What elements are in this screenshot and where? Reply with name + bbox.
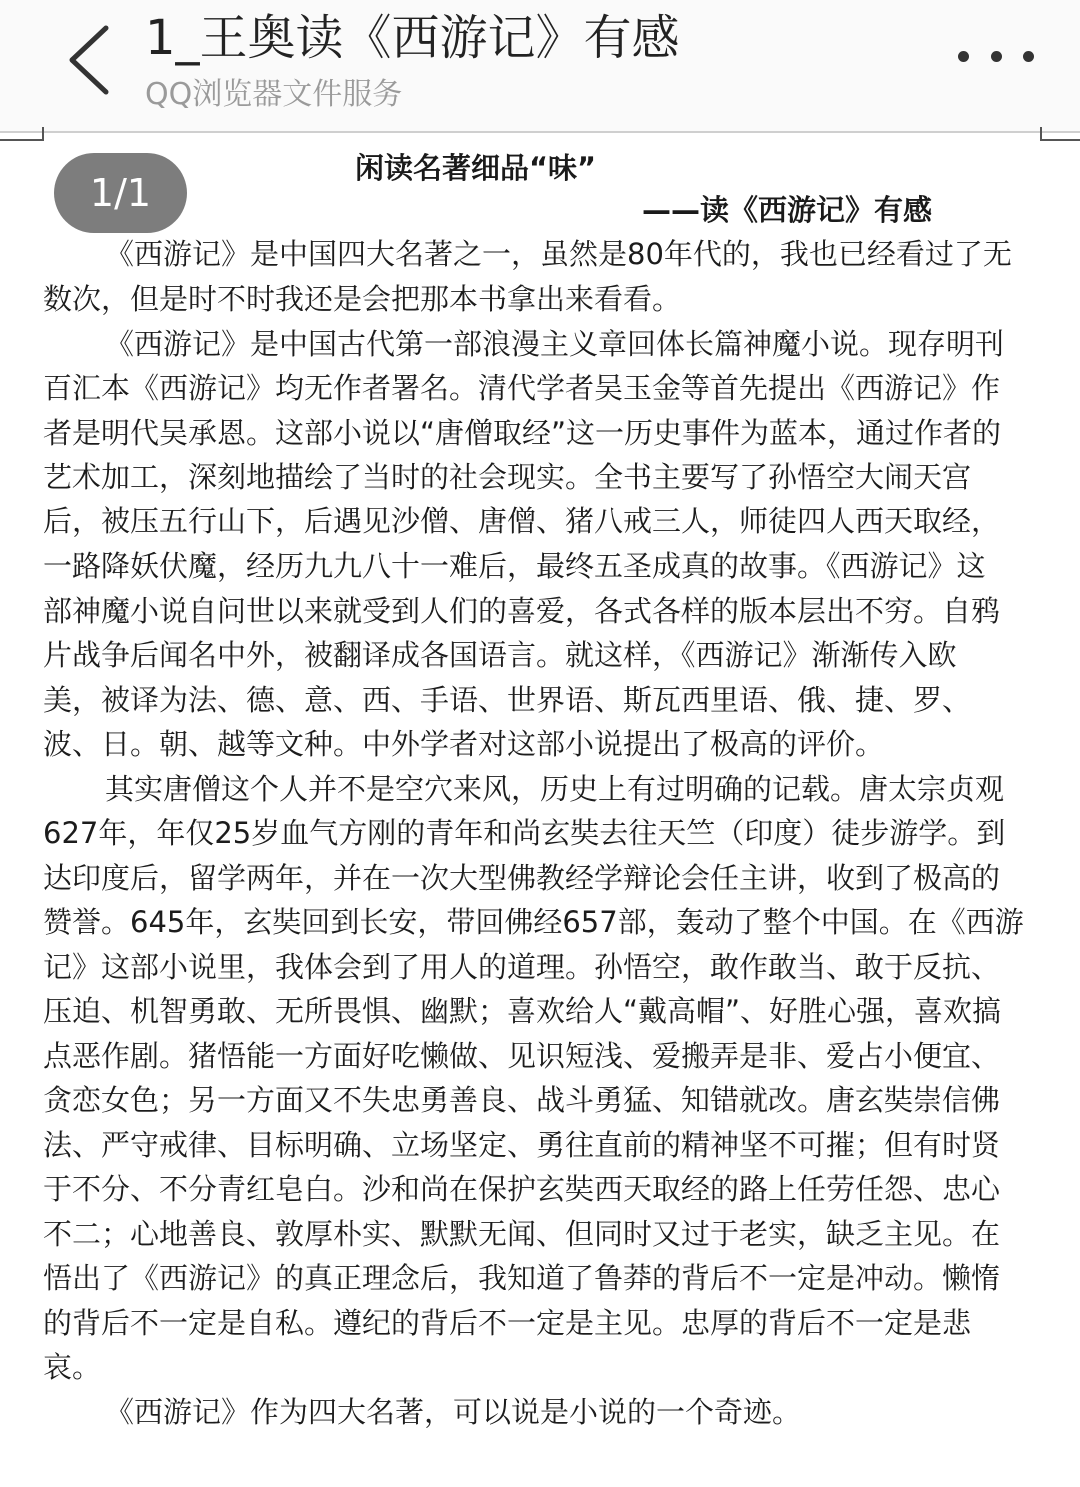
text-line: 于不分、不分青红皂白。沙和尚在保护玄奘西天取经的路上任劳任怨、忠心 [43, 1172, 1001, 1206]
text-line: 贪恋女色；另一方面又不失忠勇善良、战斗勇猛、知错就改。唐玄奘崇信佛 [43, 1083, 1001, 1117]
text-line: 部神魔小说自问世以来就受到人们的喜爱，各式各样的版本层出不穷。自鸦 [43, 594, 1001, 628]
chevron-left-icon [58, 20, 128, 100]
text-line: 一路降妖伏魔，经历九九八十一难后，最终五圣成真的故事。《西游记》这 [43, 549, 986, 583]
file-source-subtitle: QQ浏览器文件服务 [145, 77, 403, 112]
text-line: 悟出了《西游记》的真正理念后，我知道了鲁莽的背后不一定是冲动。懒惰 [43, 1261, 1001, 1295]
text-line: 者是明代吴承恩。这部小说以“唐僧取经”这一历史事件为蓝本，通过作者的 [43, 416, 1002, 450]
text-line: 波、日。朝、越等文种。中外学者对这部小说提出了极高的评价。 [43, 727, 885, 761]
text-line: 百汇本《西游记》均无作者署名。清代学者吴玉金等首先提出《西游记》作 [43, 371, 1001, 405]
text-line: 《西游记》作为四大名著，可以说是小说的一个奇迹。 [105, 1395, 802, 1429]
text-line: 其实唐僧这个人并不是空穴来风，历史上有过明确的记载。唐太宗贞观 [105, 772, 1005, 806]
page-corner-mark-left [0, 127, 44, 141]
more-dots-icon [1023, 51, 1034, 62]
back-button[interactable] [58, 20, 128, 100]
document-title: 闲读名著细品“味” [355, 151, 597, 185]
text-line: 片战争后闻名中外，被翻译成各国语言。就这样，《西游记》渐渐传入欧 [43, 638, 957, 672]
text-line: 美，被译为法、德、意、西、手语、世界语、斯瓦西里语、俄、捷、罗、 [43, 683, 972, 717]
document-subtitle: ——读《西游记》有感 [642, 193, 933, 227]
text-line: 记》这部小说里，我体会到了用人的道理。孙悟空，敢作敢当、敢于反抗、 [43, 950, 1001, 984]
file-title: 1_王奥读《西游记》有感 [145, 10, 680, 66]
text-line: 达印度后，留学两年，并在一次大型佛教经学辩论会任主讲，收到了极高的 [43, 861, 1001, 895]
text-line: 不二；心地善良、敦厚朴实、默默无闻、但同时又过于老实，缺乏主见。在 [43, 1217, 1001, 1251]
more-button[interactable] [958, 36, 1034, 76]
page-corner-mark-right [1040, 127, 1080, 141]
text-line: 的背后不一定是自私。遵纪的背后不一定是主见。忠厚的背后不一定是悲 [43, 1306, 972, 1340]
page-indicator[interactable]: 1/1 [54, 153, 187, 233]
text-line: 数次，但是时不时我还是会把那本书拿出来看看。 [43, 282, 682, 316]
text-line: 压迫、机智勇敢、无所畏惧、幽默；喜欢给人“戴高帽”、好胜心强，喜欢搞 [43, 994, 1002, 1028]
text-line: 艺术加工，深刻地描绘了当时的社会现实。全书主要写了孙悟空大闹天宫 [43, 460, 972, 494]
text-line: 627年，年仅25岁血气方刚的青年和尚玄奘去往天竺（印度）徒步游学。到 [43, 816, 1006, 850]
more-dots-icon [991, 51, 1002, 62]
text-line: 《西游记》是中国古代第一部浪漫主义章回体长篇神魔小说。现存明刊 [105, 327, 1005, 361]
text-line: 《西游记》是中国四大名著之一，虽然是80年代的，我也已经看过了无 [105, 237, 1012, 271]
text-line: 点恶作剧。猪悟能一方面好吃懒做、见识短浅、爱搬弄是非、爱占小便宜、 [43, 1039, 1001, 1073]
text-line: 赞誉。645年，玄奘回到长安，带回佛经657部，轰动了整个中国。在《西游 [43, 905, 1024, 939]
text-line: 后，被压五行山下，后遇见沙僧、唐僧、猪八戒三人，师徒四人西天取经， [43, 504, 1001, 538]
app-header [0, 0, 1080, 132]
document-top-border [0, 131, 1080, 133]
text-line: 哀。 [43, 1350, 102, 1384]
more-dots-icon [958, 51, 969, 62]
text-line: 法、严守戒律、目标明确、立场坚定、勇往直前的精神坚不可摧；但有时贤 [43, 1128, 1001, 1162]
